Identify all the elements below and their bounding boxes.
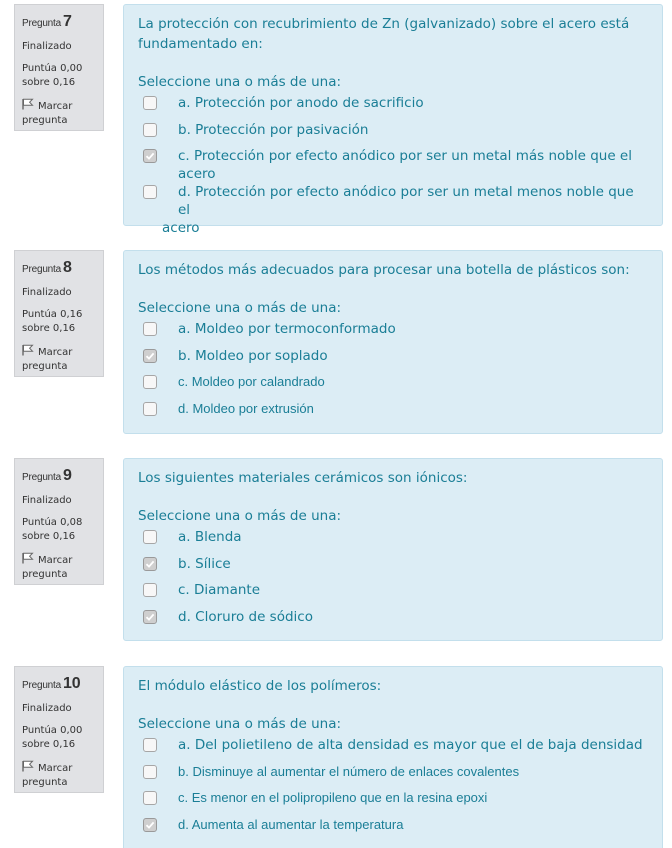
checkbox[interactable] (143, 738, 157, 752)
flag-icon (22, 552, 34, 564)
checkbox-checked[interactable] (143, 149, 157, 163)
question-number-value: 8 (63, 259, 72, 276)
question-state: Finalizado (22, 495, 72, 506)
flag-label: Marcar (38, 555, 73, 566)
checkmark-icon (145, 351, 155, 361)
question-info-panel (14, 666, 104, 793)
question-state: Finalizado (22, 41, 72, 52)
checkbox[interactable] (143, 402, 157, 416)
flag-label-2: pregunta (22, 777, 68, 788)
question-prompt: Seleccione una o más de una: (138, 74, 342, 90)
answer-options (138, 320, 648, 426)
question-prefix: Pregunta (22, 18, 61, 29)
answer-option[interactable] (138, 528, 648, 555)
question-content (123, 250, 663, 434)
checkmark-icon (145, 151, 155, 161)
question-info-panel (14, 458, 104, 585)
question-text: Los métodos más adecuados para procesar una botella de plásticos son: (138, 262, 630, 278)
option-label-wrap: acero (162, 220, 200, 236)
option-label: b. Protección por pasivación (178, 121, 369, 138)
question-prefix: Pregunta (22, 680, 61, 691)
checkbox[interactable] (143, 375, 157, 389)
question-prompt: Seleccione una o más de una: (138, 508, 342, 524)
question-content (123, 666, 663, 848)
option-label: a. Protección por anodo de sacrificio (178, 95, 424, 111)
question-text: Los siguientes materiales cerámicos son iónicos: (138, 470, 468, 486)
checkmark-icon (145, 612, 155, 622)
question-prompt: Seleccione una o más de una: (138, 300, 342, 316)
flag-label: Marcar (38, 101, 73, 112)
flag-question-button[interactable] (22, 344, 96, 374)
answer-option[interactable] (138, 608, 648, 635)
answer-option[interactable] (138, 816, 648, 843)
answer-option[interactable] (138, 347, 648, 374)
checkbox-checked[interactable] (143, 349, 157, 363)
grade-max: sobre 0,16 (22, 77, 76, 88)
checkbox[interactable] (143, 765, 157, 779)
option-label-text: d. Protección por efecto anódico por ser un metal menos noble que el (178, 184, 634, 218)
option-label: b. Disminuye al aumentar el número de enlaces covalentes (178, 763, 520, 779)
question-info-panel (14, 4, 104, 131)
flag-question-button[interactable] (22, 98, 96, 128)
answer-option[interactable] (138, 147, 648, 183)
question-number (22, 467, 96, 485)
question-grade (22, 516, 96, 544)
checkbox[interactable] (143, 322, 157, 336)
flag-label-2: pregunta (22, 115, 68, 126)
question-prefix: Pregunta (22, 264, 61, 275)
checkbox[interactable] (143, 583, 157, 597)
question-number-value: 9 (63, 467, 72, 484)
grade-line: Puntúa 0,00 (22, 63, 83, 74)
answer-options (138, 94, 648, 237)
grade-max: sobre 0,16 (22, 531, 76, 542)
flag-question-button[interactable] (22, 760, 96, 790)
checkbox[interactable] (143, 530, 157, 544)
question-state: Finalizado (22, 703, 72, 714)
question-text: La protección con recubrimiento de Zn (galvanizado) sobre el acero está fundamentado en: (138, 16, 630, 52)
option-label: a. Del polietileno de alta densidad es mayor que el de baja densidad (178, 737, 643, 753)
option-label: b. Sílice (178, 555, 231, 572)
checkbox[interactable] (143, 96, 157, 110)
checkmark-icon (145, 820, 155, 830)
question-grade (22, 724, 96, 752)
grade-line: Puntúa 0,16 (22, 309, 83, 320)
flag-icon (22, 98, 34, 110)
option-label: b. Moldeo por soplado (178, 347, 328, 364)
flag-label: Marcar (38, 347, 73, 358)
answer-option[interactable] (138, 373, 648, 400)
question-number (22, 675, 96, 693)
question-number (22, 13, 96, 31)
question-number (22, 259, 96, 277)
answer-option[interactable] (138, 183, 648, 237)
answer-options (138, 528, 648, 634)
answer-option[interactable] (138, 736, 648, 763)
answer-option[interactable] (138, 581, 648, 608)
option-label: d. Aumenta al aumentar la temperatura (178, 816, 404, 832)
answer-option[interactable] (138, 763, 648, 790)
checkbox[interactable] (143, 185, 157, 199)
flag-label-2: pregunta (22, 361, 68, 372)
option-label: c. Moldeo por calandrado (178, 374, 325, 389)
flag-icon (22, 344, 34, 356)
option-label: a. Moldeo por termoconformado (178, 321, 396, 337)
answer-option[interactable] (138, 789, 648, 816)
question-text: El módulo elástico de los polímeros: (138, 678, 382, 694)
answer-option[interactable] (138, 400, 648, 427)
question-state: Finalizado (22, 287, 72, 298)
option-label: d. Moldeo por extrusión (178, 400, 314, 416)
option-label: a. Blenda (178, 529, 242, 545)
option-label: c. Es menor en el polipropileno que en la resina epoxi (178, 790, 488, 805)
checkbox-checked[interactable] (143, 610, 157, 624)
grade-max: sobre 0,16 (22, 323, 76, 334)
answer-options (138, 736, 648, 842)
checkbox-checked[interactable] (143, 557, 157, 571)
flag-label: Marcar (38, 763, 73, 774)
checkbox[interactable] (143, 791, 157, 805)
question-prefix: Pregunta (22, 472, 61, 483)
question-grade (22, 308, 96, 336)
flag-label-2: pregunta (22, 569, 68, 580)
answer-option[interactable] (138, 555, 648, 582)
flag-question-button[interactable] (22, 552, 96, 582)
checkbox-checked[interactable] (143, 818, 157, 832)
grade-line: Puntúa 0,00 (22, 725, 83, 736)
answer-option[interactable] (138, 121, 648, 148)
question-info-panel (14, 250, 104, 377)
question-grade (22, 62, 96, 90)
flag-icon (22, 760, 34, 772)
question-number-value: 7 (63, 13, 72, 30)
question-prompt: Seleccione una o más de una: (138, 716, 342, 732)
answer-option[interactable] (138, 320, 648, 347)
option-label (162, 183, 648, 237)
grade-max: sobre 0,16 (22, 739, 76, 750)
question-content (123, 4, 663, 236)
answer-option[interactable] (138, 94, 648, 121)
question-content (123, 458, 663, 641)
option-label: c. Diamante (178, 582, 261, 598)
question-number-value: 10 (63, 675, 81, 692)
checkbox[interactable] (143, 123, 157, 137)
option-label: d. Cloruro de sódico (178, 608, 313, 625)
checkmark-icon (145, 559, 155, 569)
option-label: c. Protección por efecto anódico por ser un metal más noble que el acero (178, 148, 632, 182)
grade-line: Puntúa 0,08 (22, 517, 83, 528)
